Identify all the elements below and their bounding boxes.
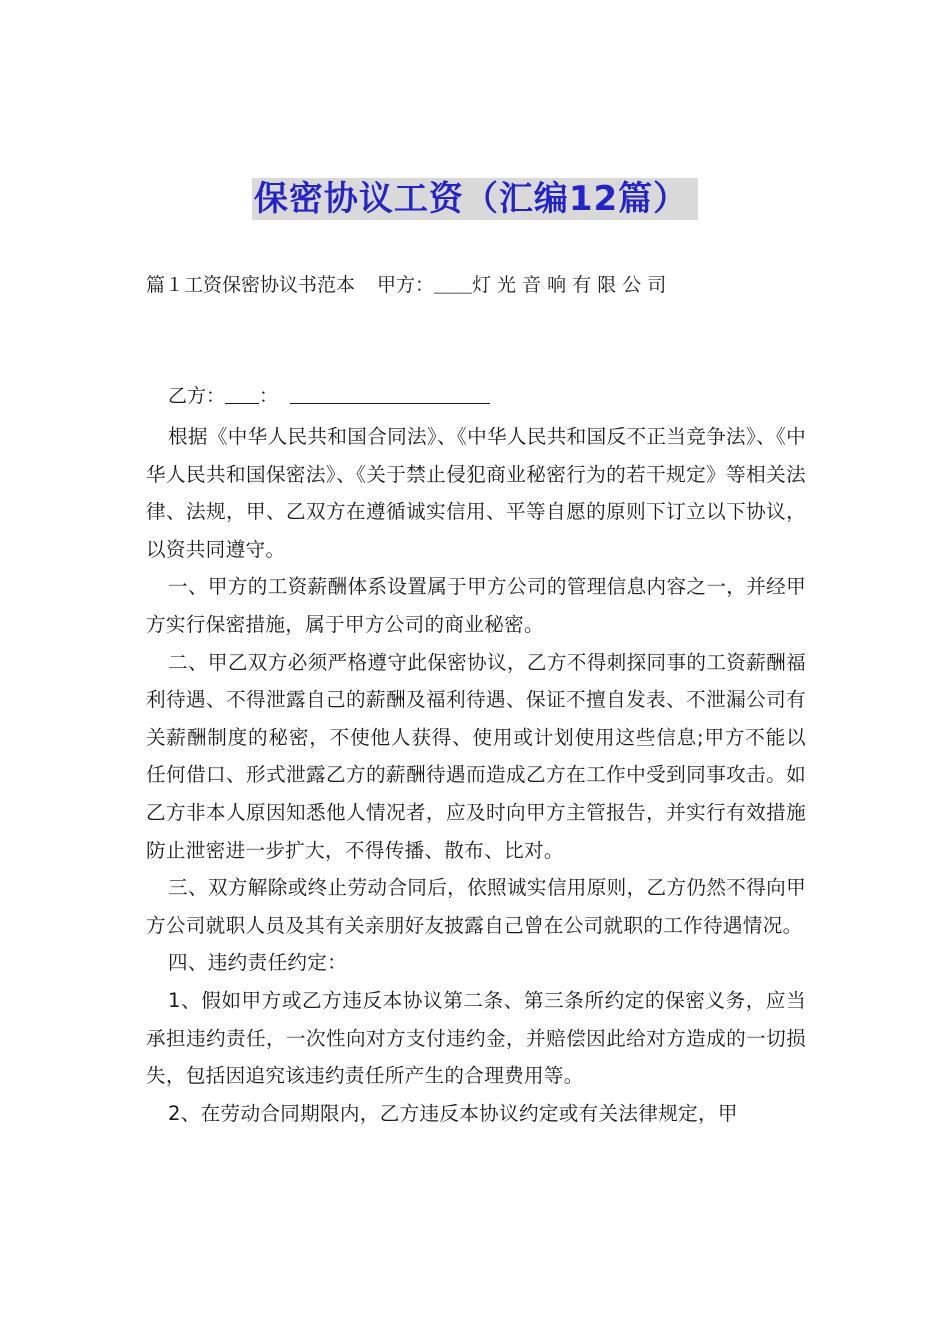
paragraph-clause-4-1: 1、假如甲方或乙方违反本协议第二条、第三条所约定的保密义务，应当承担违约责任，一次性向对方支付违约金，并赔偿因此给对方造成的一切损失，包括因追究该违约责任所产生的合理费用等。 (146, 988, 806, 1088)
paragraph-clause-4-heading: 四、违约责任约定： (168, 951, 348, 975)
paragraph-intro: 根据《中华人民共和国合同法》、《中华人民共和国反不正当竞争法》、《中华人民共和国保密法》、《关于禁止侵犯商业秘密行为的若干规定》等相关法律、法规，甲、乙双方在遵循诚实信用、平等自愿的原则下订立以下协议，以资共同遵守。 (146, 425, 806, 561)
agreement-body (146, 418, 806, 1132)
section-heading (146, 272, 666, 298)
party-b-label: 乙方： (168, 385, 226, 407)
paragraph-clause-3: 三、双方解除或终止劳动合同后，依照诚实信用原则，乙方仍然不得向甲方公司就职人员及其有关亲朋好友披露自己曾在公司就职的工作待遇情况。 (146, 876, 806, 937)
paragraph-clause-2: 二、甲乙双方必须严格遵守此保密协议，乙方不得刺探同事的工资薪酬福利待遇、不得泄露自己的薪酬及福利待遇、保证不擅自发表、不泄漏公司有关薪酬制度的秘密，不使他人获得、使用或计划使用这些信息;甲方不能以任何借口、形式泄露乙方的薪酬待遇而造成乙方在工作中受到同事攻击。如乙方非本人原因知悉他人情况者，应及时向甲方主管报告，并实行有效措施防止泄密进一步扩大，不得传播、散布、比对。 (146, 650, 806, 862)
section-title: 篇１工资保密协议书范本 (146, 274, 356, 296)
document-title: 保密协议工资（汇编12篇） (252, 178, 698, 220)
party-b-line (168, 383, 490, 409)
party-b-colon: ： (259, 385, 279, 407)
paragraph-clause-1: 一、甲方的工资薪酬体系设置属于甲方公司的管理信息内容之一，并经甲方实行保密措施，属于甲方公司的商业秘密。 (146, 575, 806, 636)
party-a-line: 甲方：＿＿灯 光 音 响 有 限 公 司 (377, 274, 667, 296)
paragraph-clause-4-2: 2、在劳动合同期限内，乙方违反本协议约定或有关法律规定，甲 (168, 1101, 738, 1125)
party-b-blank-short (225, 383, 259, 404)
title-container (0, 178, 950, 220)
party-b-blank-long (290, 383, 490, 404)
